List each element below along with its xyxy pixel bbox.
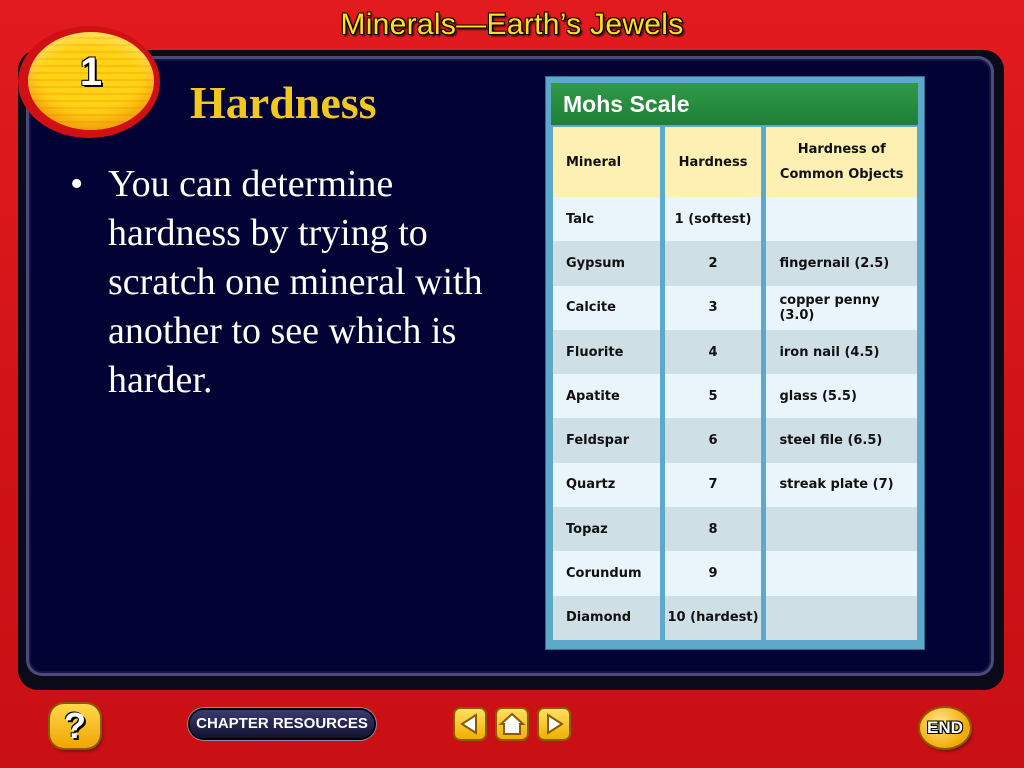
table-row: [553, 507, 917, 551]
hardness-cell: 4: [662, 330, 764, 374]
mineral-cell: Diamond: [553, 596, 662, 640]
column-header-mineral: Mineral: [553, 127, 662, 197]
table-row: [553, 197, 917, 241]
table-row: [553, 418, 917, 462]
mineral-cell: Topaz: [553, 507, 662, 551]
mohs-scale-table-card: [545, 76, 925, 650]
mohs-table-title: Mohs Scale: [563, 91, 690, 117]
column-header-common-objects: [764, 127, 917, 197]
hardness-cell: 9: [662, 551, 764, 595]
hardness-cell: 6: [662, 418, 764, 462]
mineral-cell: Feldspar: [553, 418, 662, 462]
object-cell: glass (5.5): [764, 374, 917, 418]
hardness-cell: 5: [662, 374, 764, 418]
column-header-line-2: Common Objects: [779, 167, 904, 182]
table-row: [553, 374, 917, 418]
help-button[interactable]: [50, 704, 100, 748]
table-header-row: [553, 127, 917, 197]
mineral-cell: Apatite: [553, 374, 662, 418]
mineral-cell: Talc: [553, 197, 662, 241]
bullet-dot-icon: •: [70, 163, 84, 205]
table-row: [553, 463, 917, 507]
previous-slide-button[interactable]: [455, 709, 485, 739]
slide-title: Hardness: [190, 77, 377, 128]
hardness-cell: 7: [662, 463, 764, 507]
column-header-line-1: Hardness of: [797, 142, 886, 157]
object-cell: iron nail (4.5): [764, 330, 917, 374]
hardness-cell: 10 (hardest): [662, 596, 764, 640]
mohs-table-header-bar: [551, 83, 918, 125]
chapter-title: Minerals—Earth’s Jewels: [340, 8, 684, 41]
triangle-left-icon: [455, 709, 485, 739]
hardness-cell: 8: [662, 507, 764, 551]
object-cell: steel file (6.5): [764, 418, 917, 462]
question-mark-icon: ?: [64, 705, 86, 746]
table-row: [553, 551, 917, 595]
table-row: [553, 241, 917, 285]
mineral-cell: Corundum: [553, 551, 662, 595]
end-button[interactable]: END: [920, 708, 970, 748]
table-row: [553, 286, 917, 330]
triangle-right-icon: [539, 709, 569, 739]
section-number: 1: [79, 50, 103, 94]
object-cell: streak plate (7): [764, 463, 917, 507]
bullet-point: [70, 160, 510, 405]
hardness-cell: 3: [662, 286, 764, 330]
mohs-scale-table: [553, 127, 917, 640]
next-slide-button[interactable]: [539, 709, 569, 739]
object-cell: fingernail (2.5): [764, 241, 917, 285]
chapter-resources-button[interactable]: CHAPTER RESOURCES: [190, 710, 374, 738]
mineral-cell: Fluorite: [553, 330, 662, 374]
mineral-cell: Gypsum: [553, 241, 662, 285]
object-cell: copper penny (3.0): [764, 286, 917, 330]
mineral-cell: Quartz: [553, 463, 662, 507]
mineral-cell: Calcite: [553, 286, 662, 330]
hardness-cell: 1 (softest): [662, 197, 764, 241]
object-cell: [764, 197, 917, 241]
hardness-cell: 2: [662, 241, 764, 285]
house-icon: [497, 709, 527, 739]
object-cell: [764, 596, 917, 640]
object-cell: [764, 507, 917, 551]
table-row: [553, 596, 917, 640]
home-button[interactable]: [497, 709, 527, 739]
object-cell: [764, 551, 917, 595]
column-header-hardness: Hardness: [662, 127, 764, 197]
table-row: [553, 330, 917, 374]
bullet-text: You can determine hardness by trying to scratch one mineral with another to see which is harder.: [108, 163, 483, 401]
